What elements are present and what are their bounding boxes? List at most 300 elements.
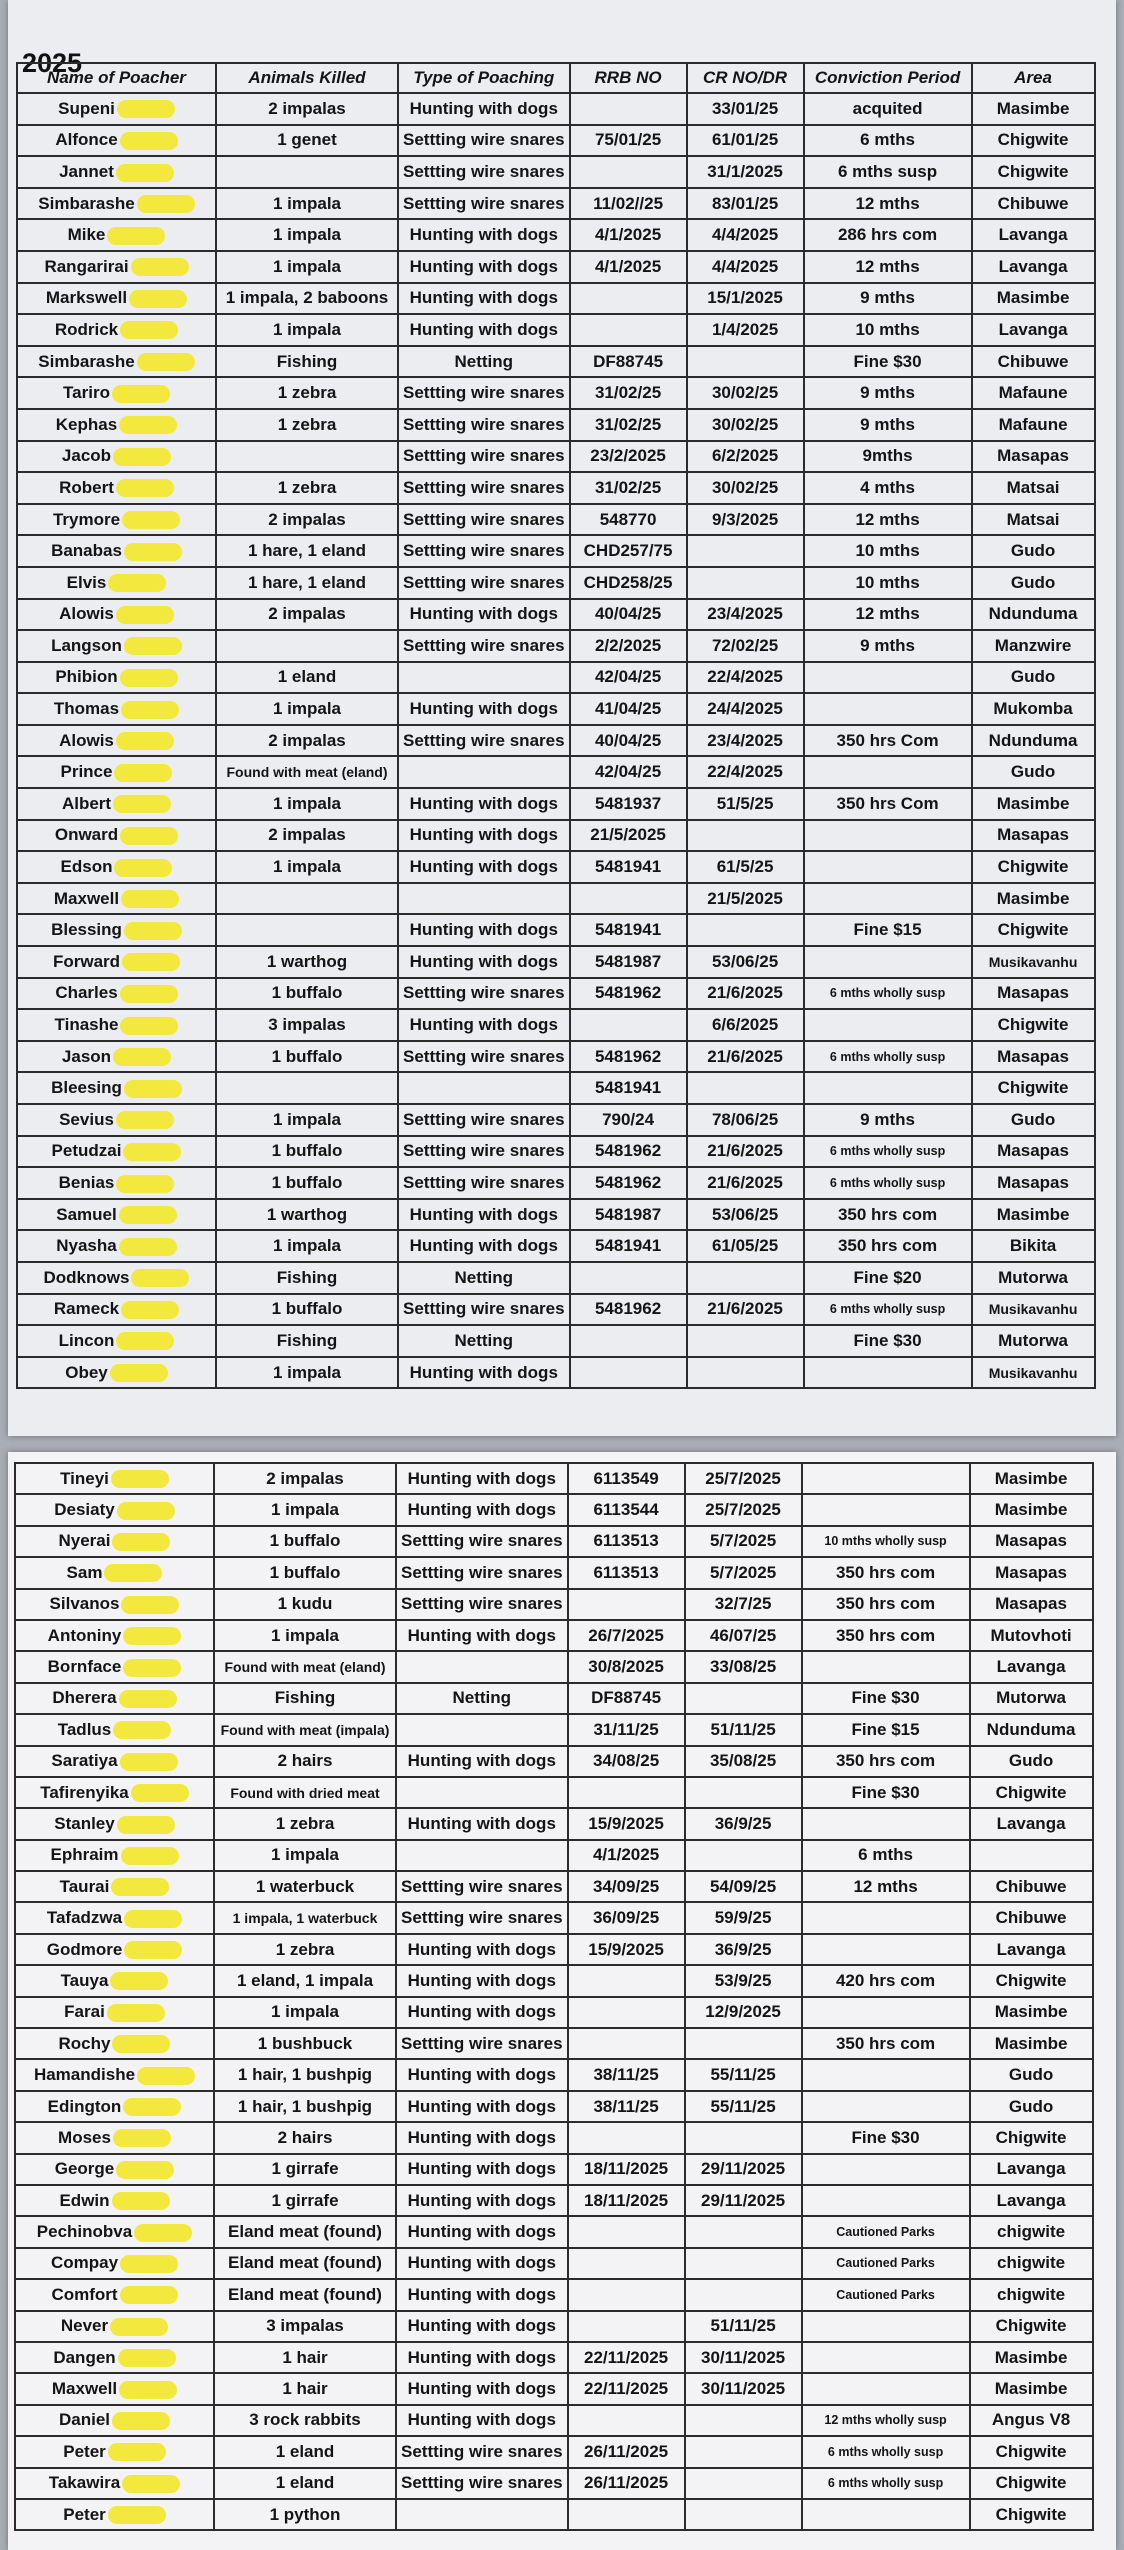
table-row [17, 1199, 1095, 1231]
cell-area: Chibuwe [970, 1871, 1093, 1902]
cell-cr [685, 2122, 802, 2153]
cell-name [15, 2028, 214, 2059]
cell-rrb: 41/04/25 [570, 693, 687, 725]
cell-area: Masapas [972, 441, 1095, 473]
surname-redaction-mark [120, 321, 178, 339]
cell-rrb [568, 2248, 685, 2279]
surname-redaction-mark [120, 1017, 178, 1035]
surname-redaction-mark [120, 985, 178, 1003]
cell-name [15, 2216, 214, 2247]
cell-conviction: 6 mths wholly susp [802, 2468, 970, 2499]
cell-conviction [802, 2373, 970, 2404]
cell-name [15, 2373, 214, 2404]
cell-rrb: 5481941 [570, 851, 687, 883]
cell-conviction [802, 1997, 970, 2028]
cell-animals: 1 impala [216, 314, 398, 346]
cell-conviction: Fine $30 [802, 1683, 970, 1714]
cell-cr [687, 1262, 804, 1294]
cell-conviction: 12 mths [804, 188, 972, 220]
cell-cr: 51/11/25 [685, 1714, 802, 1745]
table-row [17, 219, 1095, 251]
cell-name [17, 93, 216, 125]
surname-redaction-mark [119, 416, 177, 434]
cell-type: Settting wire snares [398, 567, 570, 599]
cell-area: Lavanga [972, 251, 1095, 283]
cell-animals [216, 441, 398, 473]
table-row [17, 756, 1095, 788]
cell-area: Chigwite [970, 2499, 1093, 2530]
cell-rrb: 6113549 [568, 1463, 685, 1494]
surname-redaction-mark [124, 1910, 182, 1928]
table-row [15, 2059, 1093, 2090]
cell-conviction: 10 mths [804, 314, 972, 346]
cell-cr: 21/6/2025 [687, 1136, 804, 1168]
table-row [15, 1620, 1093, 1651]
cell-name [15, 1934, 214, 1965]
poacher-name: Moses [58, 2127, 111, 2147]
table-row [17, 788, 1095, 820]
poacher-name: Compay [50, 2253, 119, 2273]
surname-redaction-mark [116, 2161, 174, 2179]
cell-area: Musikavanhu [972, 946, 1095, 978]
cell-animals: 1 eland, 1 impala [214, 1965, 396, 1996]
cell-cr: 61/01/25 [687, 125, 804, 157]
cell-cr: 30/02/25 [687, 409, 804, 441]
cell-cr: 23/4/2025 [687, 725, 804, 757]
cell-conviction: 350 hrs Com [804, 788, 972, 820]
cell-animals [216, 883, 398, 915]
cell-rrb: 23/2/2025 [570, 441, 687, 473]
poacher-name: Simbarashe [38, 351, 135, 371]
cell-cr: 53/06/25 [687, 1199, 804, 1231]
cell-type: Hunting with dogs [398, 693, 570, 725]
cell-name [15, 1620, 214, 1651]
poacher-name: Blessing [51, 920, 122, 940]
cell-rrb: 6113513 [568, 1557, 685, 1588]
cell-conviction [804, 820, 972, 852]
cell-rrb: 548770 [570, 504, 687, 536]
cell-animals: 1 impala [216, 219, 398, 251]
cell-type: Settting wire snares [398, 725, 570, 757]
surname-redaction-mark [104, 1564, 162, 1582]
cell-cr: 6/6/2025 [687, 1009, 804, 1041]
cell-cr [687, 1357, 804, 1389]
cell-animals: 1 girrafe [214, 2154, 396, 2185]
cell-conviction: 350 hrs com [802, 1589, 970, 1620]
cell-area: Masapas [972, 1167, 1095, 1199]
cell-conviction: 350 hrs com [802, 1746, 970, 1777]
surname-redaction-mark [123, 1659, 181, 1677]
cell-name [15, 2279, 214, 2310]
poacher-name: Rochy [58, 2033, 111, 2053]
cell-rrb: 4/1/2025 [568, 1840, 685, 1871]
cell-conviction: 6 mths wholly susp [804, 1136, 972, 1168]
cell-conviction: 6 mths wholly susp [804, 1167, 972, 1199]
poacher-name: Markswell [45, 288, 128, 308]
table-row [15, 1808, 1093, 1839]
cell-name [17, 504, 216, 536]
cell-type: Hunting with dogs [398, 219, 570, 251]
cell-area: Bikita [972, 1230, 1095, 1262]
surname-redaction-mark [120, 1753, 178, 1771]
table-row [15, 1494, 1093, 1525]
surname-redaction-mark [116, 1175, 174, 1193]
cell-cr: 78/06/25 [687, 1104, 804, 1136]
cell-cr: 29/11/2025 [685, 2185, 802, 2216]
cell-rrb: 2/2/2025 [570, 630, 687, 662]
poacher-name: Robert [59, 477, 114, 497]
cell-rrb [570, 1009, 687, 1041]
surname-redaction-mark [119, 1690, 177, 1708]
cell-conviction: 6 mths [804, 125, 972, 157]
cell-name [17, 851, 216, 883]
cell-cr [685, 2468, 802, 2499]
cell-animals: 1 buffalo [216, 1294, 398, 1326]
cell-animals: 1 kudu [214, 1589, 396, 1620]
cell-cr: 22/4/2025 [687, 662, 804, 694]
cell-cr: 22/4/2025 [687, 756, 804, 788]
cell-area: Chigwite [972, 851, 1095, 883]
log-sheet-page-1 [8, 0, 1116, 1436]
cell-animals: 1 genet [216, 125, 398, 157]
cell-cr: 21/6/2025 [687, 1041, 804, 1073]
cell-name [17, 283, 216, 315]
cell-cr: 30/11/2025 [685, 2373, 802, 2404]
cell-animals [216, 156, 398, 188]
cell-rrb: 36/09/25 [568, 1902, 685, 1933]
cell-name [15, 2342, 214, 2373]
poacher-name: Jason [61, 1046, 112, 1066]
cell-animals: Fishing [216, 1325, 398, 1357]
cell-type: Hunting with dogs [398, 251, 570, 283]
cell-type: Hunting with dogs [396, 2279, 568, 2310]
surname-redaction-mark [112, 2412, 170, 2430]
cell-type: Settting wire snares [398, 978, 570, 1010]
surname-redaction-mark [121, 1847, 179, 1865]
cell-cr: 21/6/2025 [687, 1167, 804, 1199]
table-row [15, 1651, 1093, 1682]
cell-type [398, 756, 570, 788]
cell-animals [216, 630, 398, 662]
cell-cr: 33/08/25 [685, 1651, 802, 1682]
cell-type [396, 2499, 568, 2530]
surname-redaction-mark [117, 1816, 175, 1834]
cell-name [17, 1294, 216, 1326]
cell-name [17, 535, 216, 567]
cell-type: Hunting with dogs [396, 2154, 568, 2185]
cell-rrb [568, 1777, 685, 1808]
table-row [17, 599, 1095, 631]
surname-redaction-mark [117, 1502, 175, 1520]
poacher-name: Saratiya [51, 1751, 118, 1771]
cell-rrb: 34/09/25 [568, 1871, 685, 1902]
cell-name [17, 1262, 216, 1294]
table-row [17, 535, 1095, 567]
cell-animals: Fishing [216, 346, 398, 378]
table-row [17, 314, 1095, 346]
cell-name [15, 1526, 214, 1557]
poacher-name: Bleesing [51, 1078, 122, 1098]
cell-animals [216, 1072, 398, 1104]
cell-name [17, 251, 216, 283]
surname-redaction-mark [122, 953, 180, 971]
cell-type: Hunting with dogs [398, 1357, 570, 1389]
poaching-table-page-2 [14, 1462, 1094, 2531]
table-row [15, 1746, 1093, 1777]
cell-conviction: 350 hrs Com [804, 725, 972, 757]
cell-animals: Found with meat (eland) [214, 1651, 396, 1682]
header-conviction: Conviction Period [804, 63, 972, 93]
cell-cr: 36/9/25 [685, 1808, 802, 1839]
cell-animals: 1 impala [214, 1997, 396, 2028]
cell-animals: 3 impalas [214, 2311, 396, 2342]
cell-conviction: 286 hrs com [804, 219, 972, 251]
cell-conviction: Cautioned Parks [802, 2279, 970, 2310]
table-row [17, 914, 1095, 946]
surname-redaction-mark [112, 1533, 170, 1551]
cell-cr [685, 2028, 802, 2059]
cell-area: chigwite [970, 2216, 1093, 2247]
surname-redaction-mark [116, 164, 174, 182]
cell-rrb: 34/08/25 [568, 1746, 685, 1777]
cell-animals: 1 buffalo [216, 978, 398, 1010]
surname-redaction-mark [107, 2004, 165, 2022]
cell-name [17, 756, 216, 788]
cell-type [396, 1777, 568, 1808]
cell-type: Hunting with dogs [396, 1463, 568, 1494]
cell-cr: 30/02/25 [687, 472, 804, 504]
cell-name [17, 630, 216, 662]
cell-area [970, 1840, 1093, 1871]
cell-area: Lavanga [970, 2185, 1093, 2216]
header-rrb: RRB NO [570, 63, 687, 93]
cell-type: Settting wire snares [398, 1104, 570, 1136]
cell-cr: 25/7/2025 [685, 1494, 802, 1525]
cell-animals: 1 zebra [216, 472, 398, 504]
cell-type: Hunting with dogs [398, 283, 570, 315]
poacher-name: Lincon [58, 1330, 115, 1350]
cell-area: Masimbe [972, 93, 1095, 125]
header-area: Area [972, 63, 1095, 93]
cell-cr [685, 2436, 802, 2467]
cell-animals: 1 impala [216, 188, 398, 220]
cell-animals: Found with meat (eland) [216, 756, 398, 788]
cell-name [15, 2248, 214, 2279]
table-row [15, 1902, 1093, 1933]
cell-conviction [804, 662, 972, 694]
table-row [17, 1072, 1095, 1104]
poacher-name: Dodknows [43, 1267, 130, 1287]
cell-name [17, 1136, 216, 1168]
cell-name [17, 567, 216, 599]
cell-animals: 1 impala [216, 693, 398, 725]
table-row [17, 725, 1095, 757]
poacher-name: Ephraim [50, 1845, 119, 1865]
cell-type: Settting wire snares [398, 1294, 570, 1326]
cell-cr: 53/9/25 [685, 1965, 802, 1996]
cell-name [15, 1557, 214, 1588]
cell-cr: 21/6/2025 [687, 1294, 804, 1326]
poacher-name: Charles [55, 983, 118, 1003]
cell-conviction: 9 mths [804, 377, 972, 409]
table-row [17, 1104, 1095, 1136]
surname-redaction-mark [108, 2443, 166, 2461]
table-row [17, 441, 1095, 473]
cell-area: Masimbe [972, 1199, 1095, 1231]
cell-name [17, 156, 216, 188]
table-row [15, 1777, 1093, 1808]
cell-rrb [568, 1997, 685, 2028]
cell-conviction [804, 1072, 972, 1104]
cell-conviction: 12 mths [804, 251, 972, 283]
surname-redaction-mark [112, 385, 170, 403]
surname-redaction-mark [131, 1784, 189, 1802]
cell-type: Settting wire snares [398, 441, 570, 473]
cell-cr [687, 914, 804, 946]
cell-name [17, 820, 216, 852]
surname-redaction-mark [124, 1941, 182, 1959]
cell-name [15, 1651, 214, 1682]
table-row [15, 2373, 1093, 2404]
cell-conviction [804, 946, 972, 978]
cell-type: Settting wire snares [396, 1557, 568, 1588]
cell-cr: 35/08/25 [685, 1746, 802, 1777]
cell-rrb: 26/7/2025 [568, 1620, 685, 1651]
cell-name [17, 1104, 216, 1136]
cell-cr: 12/9/2025 [685, 1997, 802, 2028]
cell-rrb [570, 156, 687, 188]
poacher-name: Tinashe [54, 1015, 119, 1035]
cell-animals: 1 impala [216, 851, 398, 883]
cell-area: Lavanga [972, 314, 1095, 346]
cell-rrb [570, 1325, 687, 1357]
cell-name [17, 1072, 216, 1104]
cell-area: Chigwite [970, 1777, 1093, 1808]
cell-type: Netting [396, 1683, 568, 1714]
cell-type: Settting wire snares [396, 1871, 568, 1902]
poacher-name: Alowis [59, 604, 114, 624]
cell-name [17, 1009, 216, 1041]
cell-area: Masapas [972, 820, 1095, 852]
cell-conviction: 350 hrs com [802, 1557, 970, 1588]
cell-conviction [802, 2059, 970, 2090]
cell-rrb: 40/04/25 [570, 725, 687, 757]
poacher-name: Alfonce [55, 130, 118, 150]
poacher-name: Obey [65, 1362, 108, 1382]
table-row [17, 1009, 1095, 1041]
cell-animals: 2 impalas [216, 93, 398, 125]
cell-rrb: 5481987 [570, 946, 687, 978]
poacher-name: Maxwell [51, 2379, 118, 2399]
cell-name [17, 346, 216, 378]
cell-area: Mutorwa [972, 1262, 1095, 1294]
cell-cr: 4/4/2025 [687, 219, 804, 251]
surname-redaction-mark [113, 795, 171, 813]
cell-area: Chigwite [970, 2436, 1093, 2467]
cell-animals: 1 impala [216, 1357, 398, 1389]
cell-name [15, 1840, 214, 1871]
surname-redaction-mark [121, 701, 179, 719]
surname-redaction-mark [116, 606, 174, 624]
surname-redaction-mark [117, 100, 175, 118]
table-row [15, 1965, 1093, 1996]
cell-rrb [570, 283, 687, 315]
poacher-name: Prince [60, 762, 113, 782]
cell-type: Hunting with dogs [396, 1808, 568, 1839]
poacher-name: Takawira [48, 2473, 121, 2493]
surname-redaction-mark [110, 1364, 168, 1382]
cell-cr: 51/11/25 [685, 2311, 802, 2342]
cell-cr: 46/07/25 [685, 1620, 802, 1651]
cell-conviction: 4 mths [804, 472, 972, 504]
cell-area: Chigwite [972, 125, 1095, 157]
cell-area: Angus V8 [970, 2405, 1093, 2436]
surname-redaction-mark [116, 1332, 174, 1350]
cell-name [15, 1463, 214, 1494]
cell-area: Mutorwa [972, 1325, 1095, 1357]
cell-animals: 1 waterbuck [214, 1871, 396, 1902]
cell-type: Settting wire snares [398, 1136, 570, 1168]
cell-rrb: 40/04/25 [570, 599, 687, 631]
cell-area: Matsai [972, 504, 1095, 536]
cell-name [15, 1871, 214, 1902]
cell-cr: 24/4/2025 [687, 693, 804, 725]
cell-cr: 83/01/25 [687, 188, 804, 220]
log-sheet-page-2 [8, 1452, 1116, 2550]
cell-rrb: 30/8/2025 [568, 1651, 685, 1682]
cell-animals: 1 hare, 1 eland [216, 535, 398, 567]
cell-name [17, 409, 216, 441]
poacher-name: Desiaty [54, 1500, 115, 1520]
poacher-name: Onward [54, 825, 119, 845]
cell-rrb: 75/01/25 [570, 125, 687, 157]
cell-cr: 23/4/2025 [687, 599, 804, 631]
cell-name [15, 1808, 214, 1839]
poacher-name: Tafadzwa [46, 1908, 123, 1928]
cell-type: Netting [398, 1262, 570, 1294]
cell-area: Masimbe [970, 1997, 1093, 2028]
cell-name [15, 1714, 214, 1745]
cell-name [15, 1777, 214, 1808]
poacher-name: Rodrick [54, 319, 119, 339]
surname-redaction-mark [120, 827, 178, 845]
cell-conviction: 350 hrs com [804, 1230, 972, 1262]
poacher-name: Edwin [59, 2190, 110, 2210]
cell-animals: 1 impala [216, 1230, 398, 1262]
cell-cr: 51/5/25 [687, 788, 804, 820]
poacher-name: George [54, 2159, 115, 2179]
cell-conviction [804, 756, 972, 788]
cell-name [15, 2468, 214, 2499]
cell-area: Gudo [972, 756, 1095, 788]
cell-type: Settting wire snares [398, 125, 570, 157]
table-row [17, 1041, 1095, 1073]
cell-type: Netting [398, 1325, 570, 1357]
cell-area: Masimbe [972, 883, 1095, 915]
cell-area: Chibuwe [970, 1902, 1093, 1933]
cell-name [17, 946, 216, 978]
cell-cr: 53/06/25 [687, 946, 804, 978]
cell-animals: Eland meat (found) [214, 2279, 396, 2310]
poacher-name: Hamandishe [33, 2065, 136, 2085]
cell-type: Hunting with dogs [398, 820, 570, 852]
table-row [15, 1714, 1093, 1745]
header-animals: Animals Killed [216, 63, 398, 93]
cell-conviction [802, 1808, 970, 1839]
cell-rrb: CHD257/75 [570, 535, 687, 567]
cell-rrb [568, 2122, 685, 2153]
table-row [17, 377, 1095, 409]
